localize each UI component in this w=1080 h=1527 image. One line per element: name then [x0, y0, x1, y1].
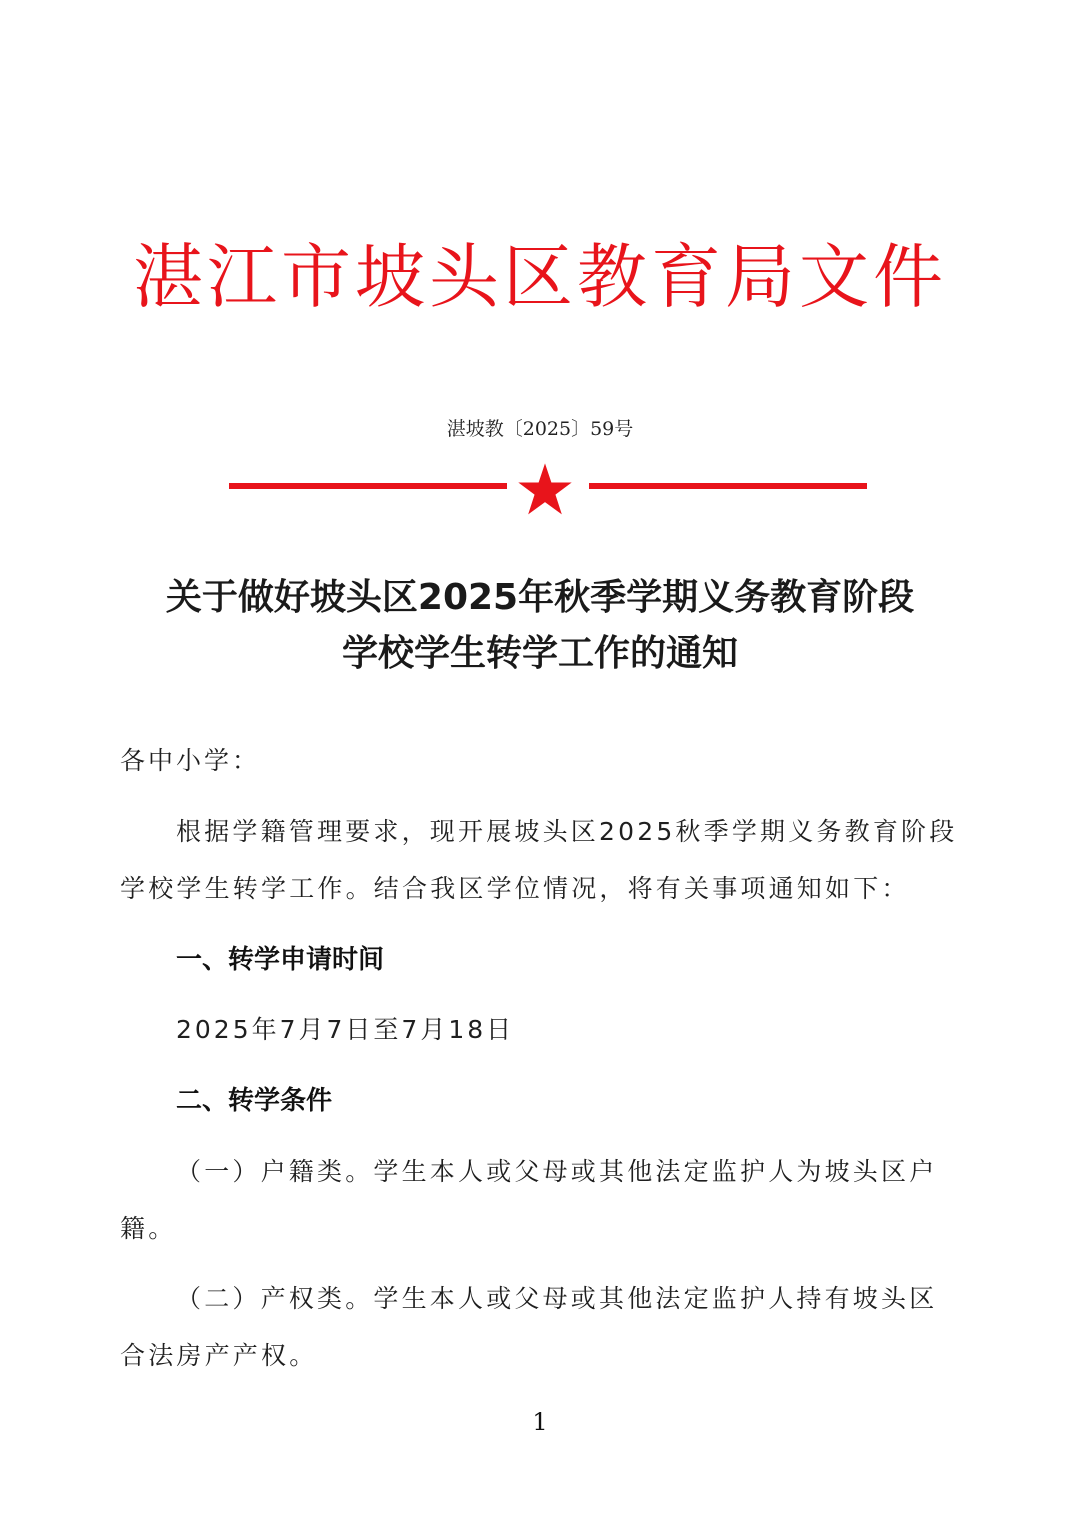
notice-title [0, 570, 1080, 682]
document-number: 湛坡教〔2025〕59号 [446, 418, 634, 440]
notice-title-line-1: 关于做好坡头区2025年秋季学期义务教育阶段 [165, 577, 915, 618]
section-1-text: 2025年7月7日至7月18日 [176, 1015, 515, 1044]
issuing-authority-header: 湛江市坡头区教育局文件 [133, 236, 947, 318]
notice-title-line-2: 学校学生转学工作的通知 [341, 633, 738, 674]
red-star-icon [516, 461, 574, 519]
section-1-heading: 一、转学申请时间 [176, 945, 385, 975]
salutation: 各中小学： [120, 746, 261, 775]
page-number: 1 [532, 1408, 548, 1436]
section-2-heading: 二、转学条件 [176, 1086, 333, 1116]
red-divider-right [589, 483, 867, 489]
condition-item-2: （二）产权类。学生本人或父母或其他法定监护人持有坡头区合法房产产权。 [120, 1284, 938, 1370]
condition-item-1: （一）户籍类。学生本人或父母或其他法定监护人为坡头区户籍。 [120, 1157, 938, 1243]
intro-paragraph: 根据学籍管理要求，现开展坡头区2025秋季学期义务教育阶段学校学生转学工作。结合我区学位情况，将有关事项通知如下： [120, 817, 958, 903]
red-divider-left [229, 483, 507, 489]
